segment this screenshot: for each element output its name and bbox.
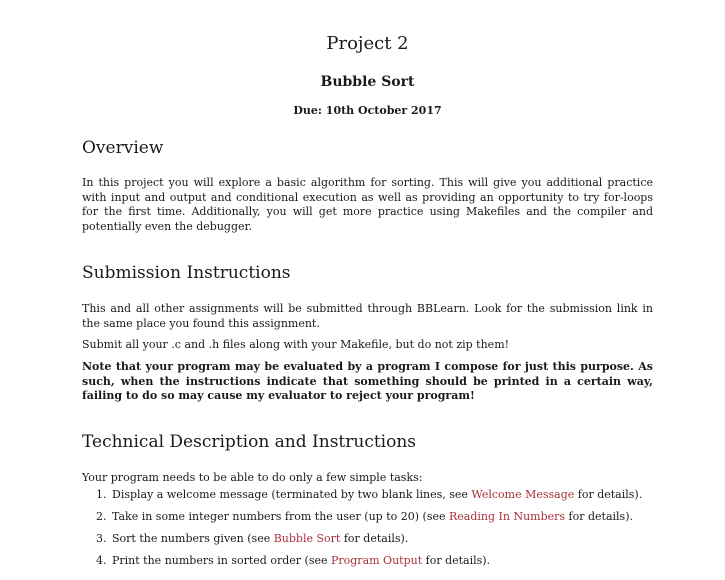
submission-paragraph-2: Submit all your .c and .h files along with your Makefile, but do not zip them! — [82, 338, 510, 351]
list-item-text-end: for details). — [574, 488, 643, 501]
technical-heading: Technical Description and Instructions — [82, 432, 417, 452]
list-item-text: Sort the numbers given (see — [112, 532, 274, 545]
task-list — [82, 488, 653, 576]
due-date: Due: 10th October 2017 — [293, 104, 442, 117]
list-item-number: 4. — [96, 554, 107, 567]
list-item-text: Take in some integer numbers from the user (up to 20) (see — [112, 510, 449, 523]
list-item-text: Print the numbers in sorted order (see — [112, 554, 331, 567]
overview-paragraph: In this project you will explore a basic algorithm for sorting. This will give you additional practice with input and output and conditional execution as well as providing an opportunity to try for-loops for the first time. Additionally, you will get more practice using Makefiles and the compiler and potentially even the debugger. — [82, 176, 653, 233]
list-item-text-end: for details). — [565, 510, 633, 523]
list-item-number: 1. — [96, 488, 107, 501]
document-title: Project 2 — [326, 33, 409, 54]
bubble-sort-link[interactable]: Bubble Sort — [273, 532, 341, 545]
submission-heading: Submission Instructions — [82, 263, 291, 283]
welcome-message-link[interactable]: Welcome Message — [471, 488, 575, 501]
list-item — [82, 532, 653, 547]
document-subtitle: Bubble Sort — [320, 74, 415, 90]
list-item-text-end: for details). — [422, 554, 491, 567]
evaluation-note: Note that your program may be evaluated by a program I compose for just this purpose. As such, when the instructions indicate that something should be printed in a certain way, failing to do so may cause my evaluator to reject your program! — [82, 360, 653, 402]
reading-in-numbers-link[interactable]: Reading In Numbers — [448, 510, 566, 523]
list-item — [82, 510, 653, 525]
overview-heading: Overview — [82, 138, 164, 158]
technical-intro: Your program needs to be able to do only a few simple tasks: — [82, 471, 423, 484]
list-item — [82, 554, 653, 569]
program-output-link[interactable]: Program Output — [330, 554, 423, 567]
submission-paragraph-1: This and all other assignments will be submitted through BBLearn. Look for the submission link in the same place you found this assignment. — [82, 302, 653, 330]
list-item — [82, 488, 653, 503]
list-item-text-end: for details). — [340, 532, 409, 545]
list-item-number: 3. — [96, 532, 107, 545]
list-item-number: 2. — [96, 510, 107, 523]
list-item-text: Display a welcome message (terminated by two blank lines, see — [112, 488, 472, 501]
